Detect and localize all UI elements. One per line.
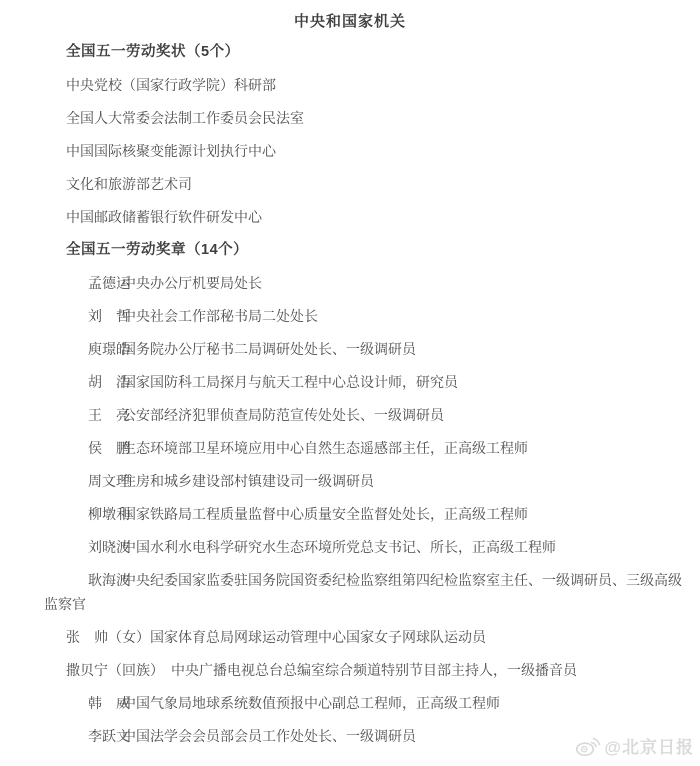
awardee-note: （女） [108,629,150,645]
awardee-name: 刘 哲 [88,308,130,324]
awardee-name: 韩 威 [88,695,130,711]
awardee-entry [44,691,692,715]
organization-entry: 中央党校（国家行政学院）科研部 [66,77,276,93]
awardee-entry [44,658,692,682]
awardee-position: 公安部经济犯罪侦查局防范宣传处处长、一级调研员 [122,407,444,423]
organization-entry: 中国邮政储蓄银行软件研发中心 [66,209,262,225]
awardee-entry [44,304,692,328]
awardee-position: 中国气象局地球系统数值预报中心副总工程师，正高级工程师 [122,695,500,711]
awardee-name: 王 亮 [88,407,130,423]
awardee-position: 生态环境部卫星环境应用中心自然生态遥感部主任，正高级工程师 [122,440,528,456]
name-position-separator [157,662,171,678]
awardee-position: 中国法学会会员部会员工作处处长、一级调研员 [122,728,416,744]
awardee-name: 柳墩利 [88,506,130,522]
watermark-handle: @北京日报 [604,738,694,757]
awardee-name: 周文理 [88,473,130,489]
awardee-entry [44,370,692,394]
awardee-position: 中央社会工作部秘书局二处处长 [122,308,318,324]
organization-entry: 中国国际核聚变能源计划执行中心 [66,143,276,159]
section-heading: 全国五一劳动奖状（5个） [66,44,240,60]
organization-entry: 全国人大常委会法制工作委员会民法室 [66,110,304,126]
awardee-name: 胡 浩 [88,374,130,390]
awardee-entry [44,469,692,493]
awardee-position: 中央纪委国家监委驻国务院国资委纪检监察组第四纪检监察室主任、一级调研员、三级高级监察官 [44,572,682,612]
awardee-position: 住房和城乡建设部村镇建设司一级调研员 [122,473,374,489]
awardee-note: （回族） [108,662,157,678]
awardee-position: 中央广播电视总台总编室综合频道特别节目部主持人，一级播音员 [171,662,577,678]
awardee-entry [44,535,692,559]
awardee-entry [44,568,692,616]
awardee-entry [44,271,692,295]
awardee-entry [44,337,692,361]
awardee-position: 中国水利水电科学研究水生态环境所党总支书记、所长，正高级工程师 [122,539,556,555]
awardee-position: 国家体育总局网球运动管理中心国家女子网球队运动员 [150,629,486,645]
awardee-entry [44,403,692,427]
awardee-name: 耿海波 [88,572,130,588]
awardee-position: 国务院办公厅秘书二局调研处处长、一级调研员 [122,341,416,357]
organization-entry: 文化和旅游部艺术司 [66,176,192,192]
awardee-position: 中央办公厅机要局处长 [122,275,262,291]
page-title: 中央和国家机关 [293,13,406,30]
awardee-name: 侯 鹏 [88,440,130,456]
awardee-entry [44,625,692,649]
awardee-position: 国家国防科工局探月与航天工程中心总设计师，研究员 [122,374,458,390]
awardee-entry [44,436,692,460]
weibo-icon [575,735,601,757]
awardee-position: 国家铁路局工程质量监督中心质量安全监督处处长，正高级工程师 [122,506,528,522]
section-heading: 全国五一劳动奖章（14个） [66,242,249,258]
sections-container [44,40,692,748]
awardee-name: 庾璟皓 [88,341,130,357]
watermark [575,733,694,758]
awardee-name: 孟德运 [88,275,130,291]
awardee-name: 刘晓波 [88,539,130,555]
awardee-name: 李跃文 [88,728,130,744]
awardee-entry [44,502,692,526]
awardee-name: 张 帅 [66,629,108,645]
awardee-name: 撒贝宁 [66,662,108,678]
